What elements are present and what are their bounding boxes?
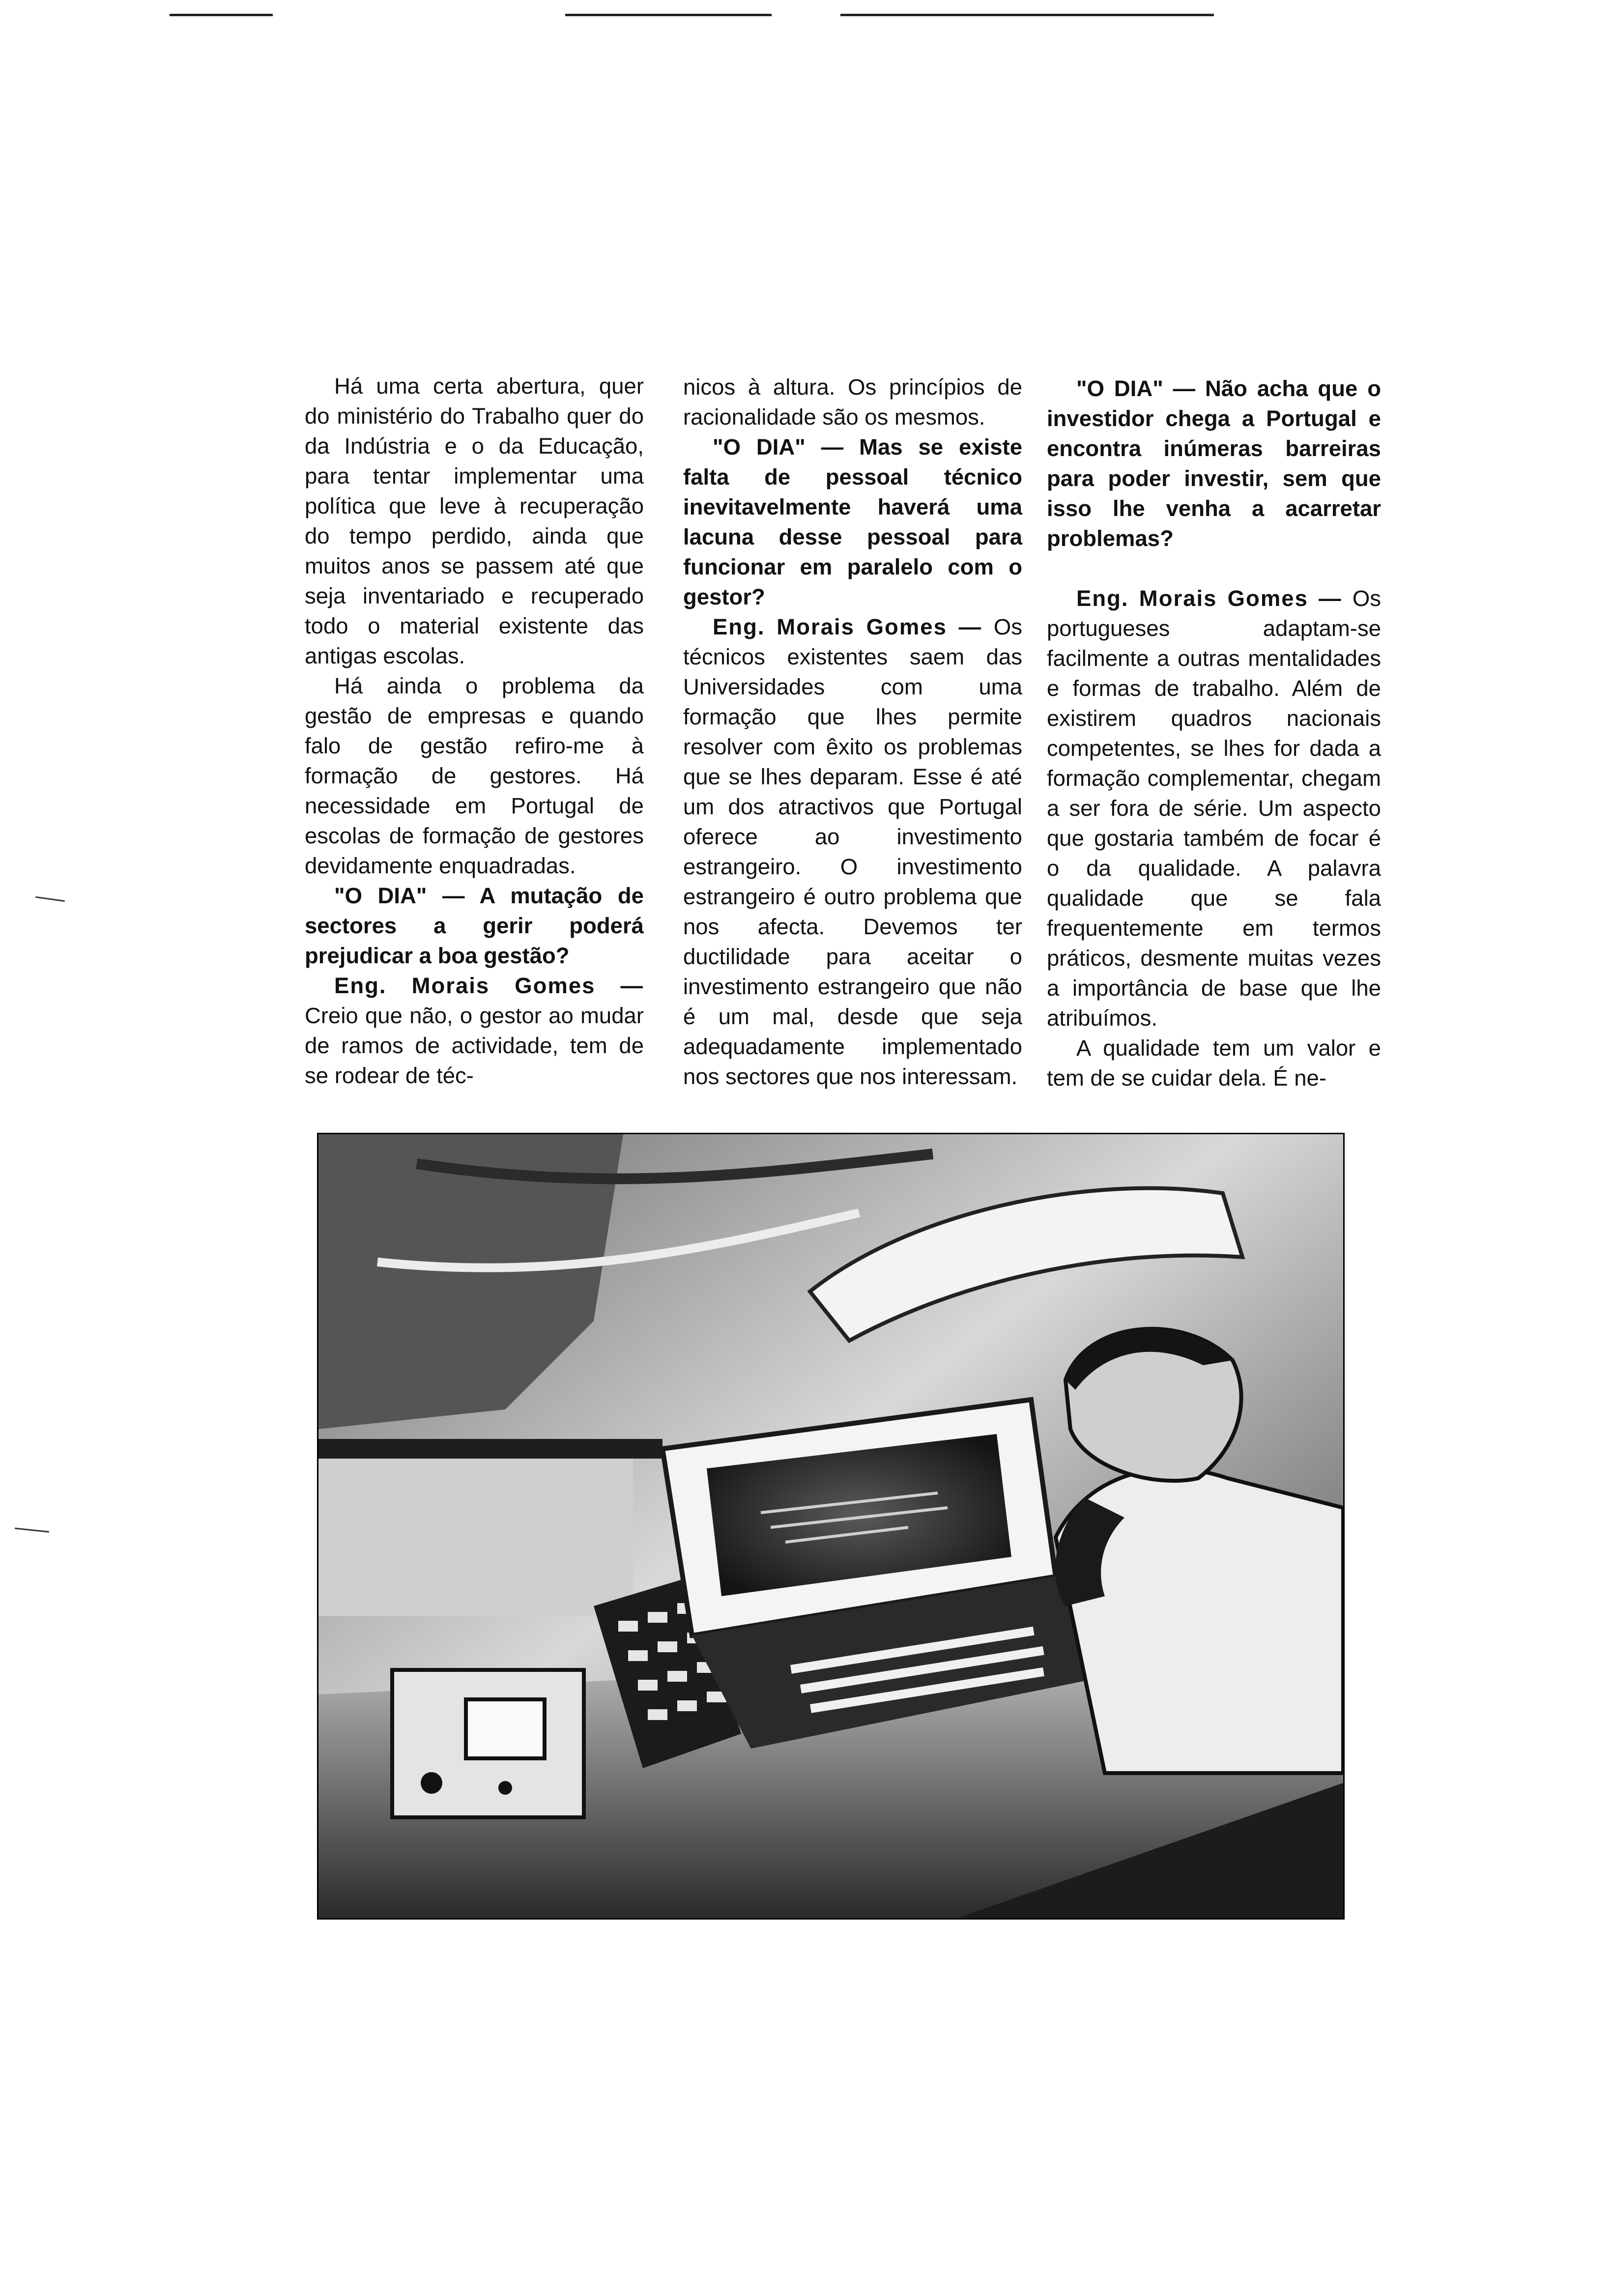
top-rule-middle — [565, 14, 772, 16]
photo-instrument-display — [466, 1699, 545, 1758]
paragraph: A qualidade tem um valor e tem de se cuidar dela. É ne- — [1047, 1035, 1381, 1091]
interview-answer — [305, 971, 644, 1091]
article-column-3 — [1047, 373, 1381, 1093]
question-lead: "O DIA" — — [1076, 376, 1206, 401]
answer-text: Os técnicos existentes saem das Universidades com uma formação que lhes permite resolver com êxito os problemas que se lhes deparam. Esse é até um dos atractivos que Portugal oferece ao investimento estrangeiro. O investimento estrangeiro é outro problema que nos afecta. Devemos ter ductilidade para aceitar o investimento estrangeiro que não é um mal, desde que seja adequadamente implementado nos sectores que nos interessam. — [683, 614, 1022, 1089]
speaker-name: Eng. Morais Gomes — — [713, 614, 994, 639]
scan-mark — [15, 1527, 49, 1532]
photo-illustration — [318, 1134, 1343, 1918]
question-text: Mas se existe falta de pessoal técnico inevitavelmente haverá uma lacuna desse pessoal para funcionar em paralelo com o gestor? — [683, 434, 1022, 609]
top-rule-right — [840, 14, 1214, 16]
question-lead: "O DIA" — — [713, 434, 860, 459]
paragraph: Há ainda o problema da gestão de empresas e quando falo de gestão refiro-me à formação de gestores. Há necessidade em Portugal de escolas de formação de gestores devidamente enquadradas. — [305, 673, 644, 878]
question-lead: "O DIA" — — [334, 883, 480, 908]
photo-table — [318, 1439, 662, 1459]
interview-question — [683, 432, 1022, 612]
article-photo — [317, 1133, 1345, 1920]
top-rule-left — [170, 14, 273, 16]
question-text: A mutação de sectores a gerir poderá prejudicar a boa gestão? — [305, 883, 644, 968]
speaker-name: Eng. Morais Gomes — — [334, 973, 644, 998]
photo-instrument-knob — [421, 1772, 442, 1794]
article-column-2 — [683, 372, 1022, 1091]
speaker-name: Eng. Morais Gomes — — [1076, 586, 1353, 611]
article-column-1 — [305, 371, 644, 1091]
question-text: Não acha que o investidor chega a Portugal e encontra inúmeras barreiras para poder investir, sem que isso lhe venha a acarretar problemas? — [1047, 376, 1381, 551]
interview-question — [305, 881, 644, 971]
interview-question — [1047, 373, 1381, 553]
photo-table — [318, 1459, 633, 1616]
paragraph: Há uma certa abertura, quer do ministério do Trabalho quer do da Indústria e o da Educação, para tentar implementar uma política que leve à recuperação do tempo perdido, ainda que muitos anos se passem até que seja inventariado e recuperado todo o material existente das antigas escolas. — [305, 373, 644, 668]
answer-text: Creio que não, o gestor ao mudar de ramos de actividade, tem de se rodear de téc- — [305, 1003, 644, 1088]
paragraph: nicos à altura. Os princípios de racionalidade são os mesmos. — [683, 374, 1022, 430]
photo-instrument-knob — [498, 1781, 512, 1795]
interview-answer — [1047, 583, 1381, 1033]
interview-answer — [683, 612, 1022, 1091]
scan-mark — [35, 896, 65, 902]
answer-text: Os portugueses adaptam-se facilmente a outras mentalidades e formas de trabalho. Além de existirem quadros nacionais competentes, se lhes for dada a formação complementar, chegam a ser fora de série. Um aspecto que gostaria também de focar é o da qualidade. A palavra qualidade que se fala frequentemente em termos práticos, desmente muitas vezes a importância de base que lhe atribuímos. — [1047, 586, 1381, 1031]
